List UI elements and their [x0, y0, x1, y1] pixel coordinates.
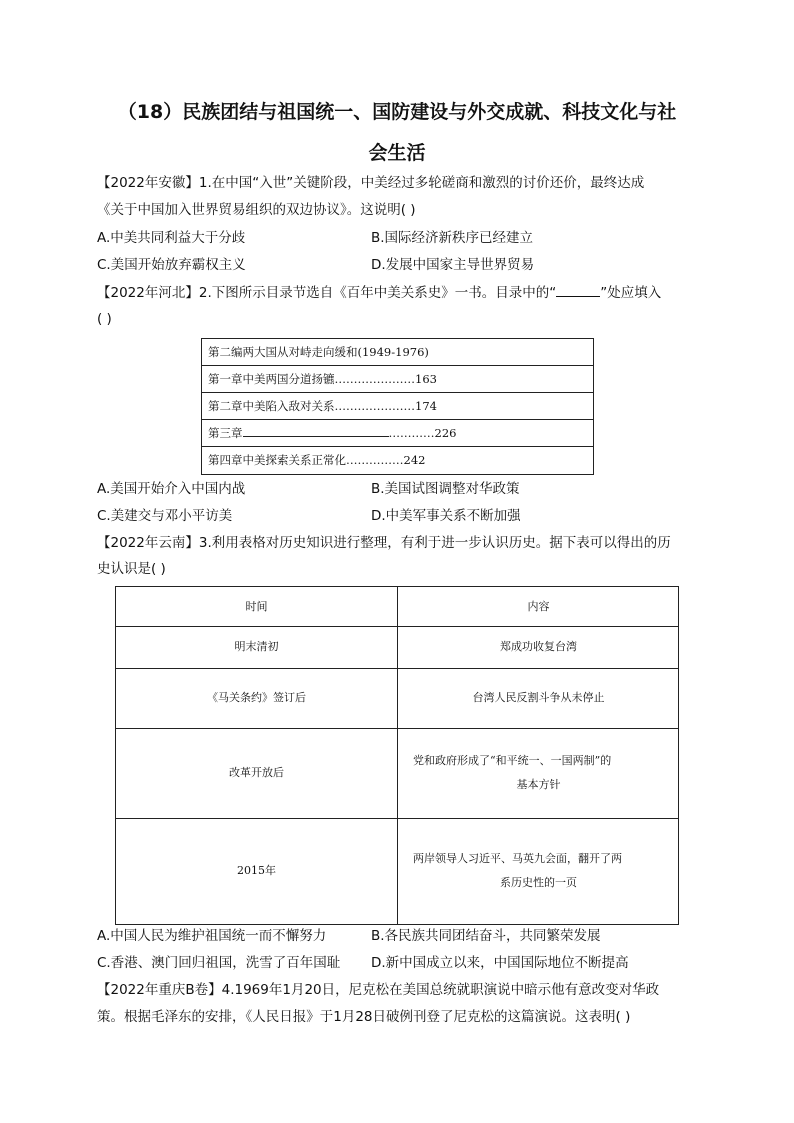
q3-option-a: A.中国人民为维护祖国统一而不懈努力 — [97, 928, 327, 944]
toc-row: 第一章中美两国分道扬镳…………………163 — [202, 366, 593, 393]
toc-row: 第二章中美陷入敌对关系…………………174 — [202, 393, 593, 420]
q1-option-d: D.发展中国家主导世界贸易 — [371, 257, 535, 273]
table-cell-content: 台湾人民反割斗争从未停止 — [472, 691, 605, 704]
q3-option-d: D.新中国成立以来，中国国际地位不断提高 — [371, 955, 629, 971]
toc-row — [202, 420, 593, 447]
table-cell-content-line2: 系历史性的一页 — [500, 876, 577, 889]
q2-stem-line1-a: 【2022年河北】2.下图所示目录节选自《百年中美关系史》一书。目录中的“ — [97, 285, 557, 301]
history-table — [115, 586, 679, 925]
q2-option-b: B.美国试图调整对华政策 — [371, 481, 520, 497]
page-title-line2: 会生活 — [368, 142, 426, 164]
table-cell-time: 2015年 — [237, 864, 276, 877]
table-header-time: 时间 — [245, 599, 268, 613]
q3-option-c: C.香港、澳门回归祖国，洗雪了百年国耻 — [97, 955, 341, 971]
toc-chapter3-page: …………226 — [388, 426, 457, 440]
table-cell-time: 改革开放后 — [229, 766, 284, 779]
q2-option-d: D.中美军事关系不断加强 — [371, 508, 521, 524]
q2-stem-line1 — [97, 283, 661, 303]
toc-row: 第二编两大国从对峙走向缓和(1949-1976) — [202, 339, 593, 366]
table-cell-content-line1: 党和政府形成了“和平统一、一国两制”的 — [413, 754, 612, 767]
page-title-line1: （18）民族团结与祖国统一、国防建设与外交成就、科技文化与社 — [117, 101, 677, 123]
q3-stem-line1: 【2022年云南】3.利用表格对历史知识进行整理，有利于进一步认识历史。据下表可以得出的历 — [97, 535, 671, 551]
q4-stem-line1: 【2022年重庆B卷】4.1969年1月20日，尼克松在美国总统就职演说中暗示他有意改变对华政 — [97, 982, 660, 998]
table-cell-content — [397, 818, 680, 924]
q1-stem-line2: 《关于中国加入世界贸易组织的双边协议》。这说明( ) — [97, 202, 416, 218]
table-header-content: 内容 — [527, 599, 550, 613]
table-cell-content — [397, 728, 680, 818]
answer-blank — [556, 284, 600, 297]
q1-option-a: A.中美共同利益大于分歧 — [97, 230, 246, 246]
table-cell-content-line1: 两岸领导人习近平、马英九会面，翻开了两 — [413, 852, 622, 865]
toc-row: 第四章中美探索关系正常化……………242 — [208, 453, 426, 467]
table-cell-content-line2: 基本方针 — [516, 778, 561, 791]
q2-stem-line1-b: ”处应填入 — [600, 285, 662, 301]
table-cell-time: 《马关条约》签订后 — [207, 691, 306, 704]
q1-option-b: B.国际经济新秩序已经建立 — [371, 230, 534, 246]
toc-blank — [243, 424, 389, 437]
q4-stem-line2: 策。根据毛泽东的安排，《人民日报》于1月28日破例刊登了尼克松的这篇演说。这表明( ) — [97, 1009, 631, 1025]
q1-stem-line1: 【2022年安徽】1.在中国“入世”关键阶段，中美经过多轮磋商和激烈的讨价还价，最终达成 — [97, 175, 645, 191]
table-cell-content: 郑成功收复台湾 — [500, 640, 577, 653]
q1-option-c: C.美国开始放弃霸权主义 — [97, 257, 246, 273]
q2-stem-line2: ( ) — [97, 311, 112, 327]
q2-option-c: C.美建交与邓小平访美 — [97, 508, 233, 524]
q2-option-a: A.美国开始介入中国内战 — [97, 481, 246, 497]
table-cell-time: 明末清初 — [234, 640, 279, 653]
q3-option-b: B.各民族共同团结奋斗，共同繁荣发展 — [371, 928, 601, 944]
q3-stem-line2: 史认识是( ) — [97, 561, 166, 577]
toc-excerpt-table — [201, 338, 594, 475]
toc-chapter3-label: 第三章 — [208, 426, 243, 440]
